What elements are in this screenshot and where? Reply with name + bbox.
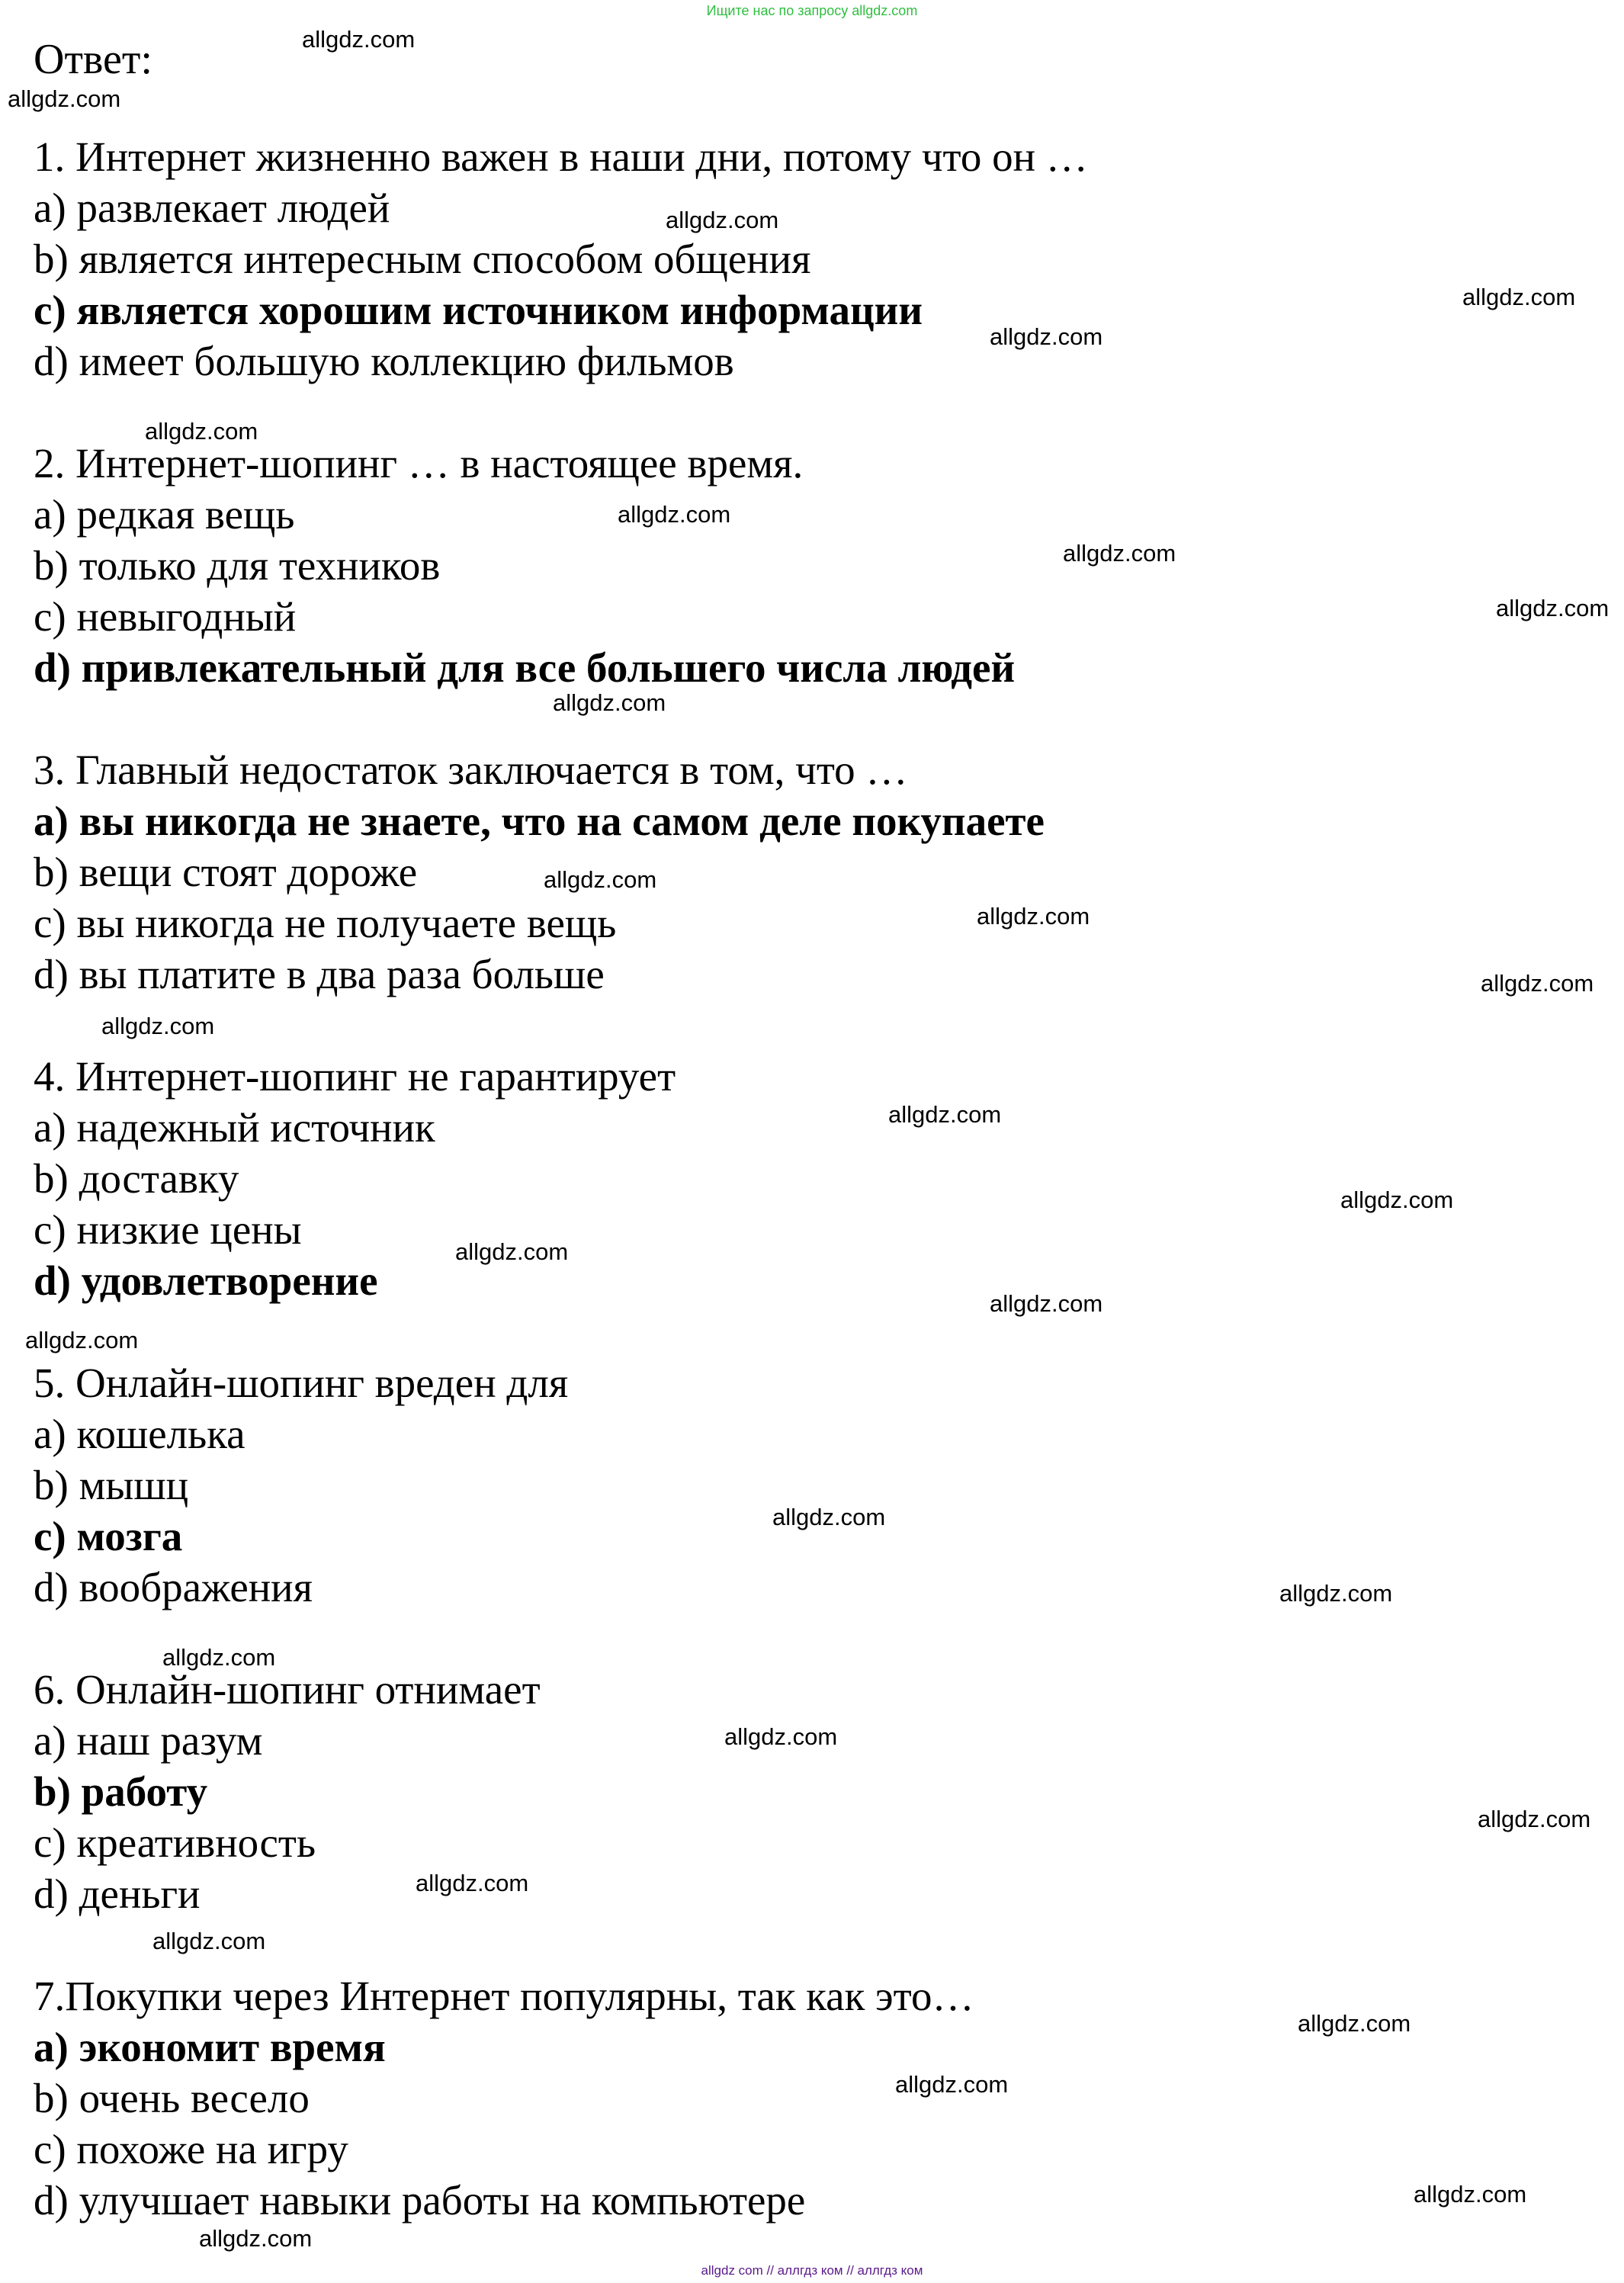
answer-option: d) имеет большую коллекцию фильмов (34, 338, 734, 384)
answer-option: c) вы никогда не получаете вещь (34, 900, 617, 946)
watermark: allgdz.com (145, 418, 258, 445)
watermark: allgdz.com (455, 1238, 569, 1265)
answer-option: c) креативность (34, 1819, 316, 1866)
watermark: allgdz.com (302, 26, 416, 53)
watermark: allgdz.com (1063, 540, 1176, 567)
question-text: 7.Покупки через Интернет популярны, так как это… (34, 1973, 974, 2019)
watermark: allgdz.com (888, 1101, 1002, 1128)
watermark: allgdz.com (553, 689, 666, 716)
watermark: allgdz.com (895, 2071, 1009, 2098)
watermark: allgdz.com (1298, 2010, 1411, 2037)
answer-option: d) воображения (34, 1564, 313, 1610)
answer-option-correct: a) вы никогда не знаете, что на самом деле покупаете (34, 798, 1045, 844)
answer-option: b) вещи стоят дороже (34, 849, 418, 895)
watermark: allgdz.com (416, 1870, 529, 1896)
answer-option: d) улучшает навыки работы на компьютере (34, 2177, 806, 2224)
watermark: allgdz.com (666, 207, 779, 233)
watermark: allgdz.com (1279, 1580, 1393, 1607)
answer-option: b) является интересным способом общения (34, 236, 811, 282)
question-text: 2. Интернет-шопинг … в настоящее время. (34, 440, 804, 486)
answer-option: b) доставку (34, 1155, 239, 1202)
answer-option: c) невыгодный (34, 593, 297, 640)
answer-option: b) очень весело (34, 2075, 310, 2121)
top-search-note: Ищите нас по запросу allgdz.com (706, 3, 918, 18)
question-block (34, 1664, 1375, 1919)
answer-heading: Ответ: (34, 36, 152, 83)
answer-option: d) вы платите в два раза больше (34, 951, 605, 997)
question-text: 6. Онлайн-шопинг отнимает (34, 1666, 541, 1713)
answer-option: a) наш разум (34, 1717, 263, 1764)
question-text: 1. Интернет жизненно важен в наши дни, потому что он … (34, 133, 1088, 180)
question-text: 4. Интернет-шопинг не гарантирует (34, 1053, 676, 1100)
question-text: 3. Главный недостаток заключается в том, что … (34, 747, 908, 793)
answer-option-correct: c) мозга (34, 1513, 183, 1559)
question-block (34, 1357, 1375, 1613)
answer-option: a) развлекает людей (34, 185, 390, 231)
question-block (34, 744, 1375, 1000)
watermark: allgdz.com (724, 1723, 838, 1750)
watermark: allgdz.com (1414, 2181, 1527, 2208)
question-text: 5. Онлайн-шопинг вреден для (34, 1360, 569, 1406)
watermark: allgdz.com (544, 866, 657, 893)
answer-option: c) низкие цены (34, 1206, 302, 1253)
answer-option-correct: a) экономит время (34, 2024, 386, 2070)
watermark: allgdz.com (199, 2225, 313, 2252)
answer-option: a) редкая вещь (34, 491, 295, 538)
answer-option: a) кошелька (34, 1411, 246, 1457)
watermark: allgdz.com (618, 501, 731, 528)
footer-note: allgdz com // аллгдз ком // аллгдз ком (701, 2263, 923, 2278)
watermark: allgdz.com (772, 1504, 886, 1530)
answer-option-correct: d) удовлетворение (34, 1257, 378, 1304)
question-block (34, 131, 1375, 387)
answer-option: a) надежный источник (34, 1104, 435, 1151)
watermark: allgdz.com (152, 1928, 266, 1954)
watermark: allgdz.com (1478, 1806, 1591, 1832)
watermark: allgdz.com (1496, 595, 1610, 621)
answer-option-correct: d) привлекательный для все большего числа людей (34, 644, 1016, 691)
watermark: allgdz.com (990, 323, 1103, 350)
question-block (34, 1970, 1375, 2226)
watermark: allgdz.com (990, 1290, 1103, 1317)
watermark: allgdz.com (1340, 1186, 1454, 1213)
question-block (34, 1051, 1375, 1306)
answer-option-correct: b) работу (34, 1768, 208, 1815)
watermark: allgdz.com (1481, 970, 1594, 997)
answer-option: b) только для техников (34, 542, 441, 589)
watermark: allgdz.com (977, 903, 1090, 930)
watermark: allgdz.com (101, 1013, 215, 1039)
watermark: allgdz.com (8, 85, 121, 112)
answer-option: d) деньги (34, 1870, 201, 1917)
watermark: allgdz.com (1462, 284, 1576, 310)
answer-option: b) мышц (34, 1462, 189, 1508)
answer-option: c) похоже на игру (34, 2126, 348, 2172)
watermark: allgdz.com (25, 1327, 139, 1353)
watermark: allgdz.com (162, 1644, 276, 1671)
answer-option-correct: c) является хорошим источником информации (34, 287, 923, 333)
